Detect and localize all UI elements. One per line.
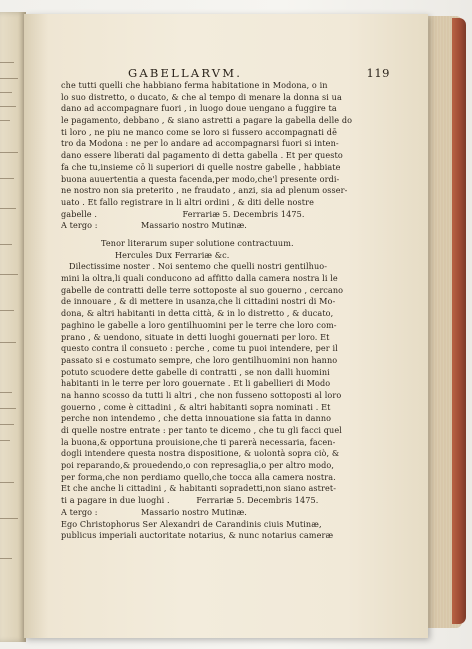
text-line: potuto scuodere dette gabelle di contratti , se non dalli huomini [61,366,330,377]
text-line: ne nostro non sia preterito , ne fraudato , anzi, sia ad plenum osser- [61,185,348,196]
text-line: gouerno , come è cittadini , & altri habitanti sopra nominati . Et [61,401,331,412]
text-block-2 [61,238,405,542]
text-line: gabelle . Ferrariæ 5. Decembris 1475. [61,208,305,219]
a-tergo-label: A tergo : [61,220,98,231]
a-tergo-address: Massario nostro Mutinæ. [140,220,247,231]
previous-page-edge [0,12,26,642]
text-line: ti a pagare in due luoghi . Ferrariæ 5. Decembris 1475. [61,495,319,506]
text-line: gabelle de contratti delle terre sottoposte al suo gouerno , cercano [61,284,344,295]
text-line: uato . Et fallo registrare in li altri ordini , & diti delle nostre [61,196,314,207]
text-line: publicus imperiali auctoritate notarius, & nunc notarius cameræ [61,530,334,541]
text-line: ti loro , ne piu ne manco come se loro si fussero accompagnati dē [61,126,337,137]
text-line: dano essere liberati dal pagamento di detta gabella . Et per questo [61,150,343,161]
text-line: passato si e costumato sempre, che loro gentilhuomini non hanno [61,354,338,365]
text-line: habitanti in le terre per loro gouernate . Et li gabellieri di Modo [61,378,331,389]
text-line: di quelle nostre entrate : per tanto te dicemo , che tu gli facci quel [61,425,342,435]
text-line: la buona,& opportuna prouisione,che ti parerà necessaria, facen- [61,436,336,447]
text-line: prano , & uendono, situate in detti luoghi gouernati per loro. Et [61,331,330,342]
running-header [128,66,390,80]
text-line: dano ad accompagnare fuori , in luogo doue uengano a fuggire ta [61,103,337,114]
page-number: 119 [366,66,390,80]
text-line: dogli intendere questa nostra dispositione, & uolontà sopra ciò, & [61,448,340,459]
text-line: le pagamento, debbano , & siano astretti a pagare la gabella delle do [61,115,353,126]
text-line: questo contra il consueto : perche , come tu puoi intendere, per il [61,343,338,354]
text-line: buona auuertentia a questa facenda,per modo,che'l presente ordi- [61,173,340,184]
text-line: fa che tu,insieme cō li superiori di quelle nostre gabelle , habbiate [61,161,341,172]
text-line: che tutti quelli che habbiano ferma habitatione in Modona, o in [61,80,328,90]
text-line: de innouare , & di mettere in usanza,che li cittadini nostri di Mo- [61,296,336,307]
text-line: Et che anche li cittadini , & habitanti sopradetti,non siano astret- [61,483,337,494]
text-line: mini la oltra,li quali conducono ad affitto dalla camera nostra li le [61,273,338,284]
letter-salutation: Hercules Dux Ferrariæ &c. [115,249,230,260]
text-line: lo suo distretto, o ducato, & che al tempo di menare la donna si ua [61,91,342,102]
text-line: per forma,che non perdiamo quello,che tocca alla camera nostra. [61,471,336,482]
text-line: na hanno scosso da tutti li altri , che non fusseno sottoposti al loro [61,389,342,400]
a-tergo-line [61,507,405,519]
a-tergo-label: A tergo : [61,506,98,517]
text-line: tro da Modona : ne per lo andare ad accompagnarsi fuori si inten- [61,138,339,149]
a-tergo-address: Massario nostro Mutinæ. [140,506,247,517]
book-binding [452,18,466,624]
text-line: paghino le gabelle a loro gentilhuomini per le terre che loro com- [61,319,337,330]
text-block-1 [61,80,405,232]
text-line: dona, & altri habitanti in detta città, & in lo distretto , & ducato, [61,308,334,319]
a-tergo-line [61,220,405,232]
text-line: Dilectissime noster . Noi sentemo che quelli nostri gentilhuo- [69,261,328,272]
text-line: poi reparando,& prouedendo,o con represaglia,o per altro modo, [61,460,335,471]
text-line: Ego Christophorus Ser Alexandri de Carandinis ciuis Mutinæ, [61,518,322,529]
running-head-title: GABELLARVM. [128,66,243,80]
letter-heading: Tenor literarum super solutione contractuum. [101,238,294,248]
text-line: perche non intendemo , che detta innouatione sia fatta in danno [61,413,332,424]
